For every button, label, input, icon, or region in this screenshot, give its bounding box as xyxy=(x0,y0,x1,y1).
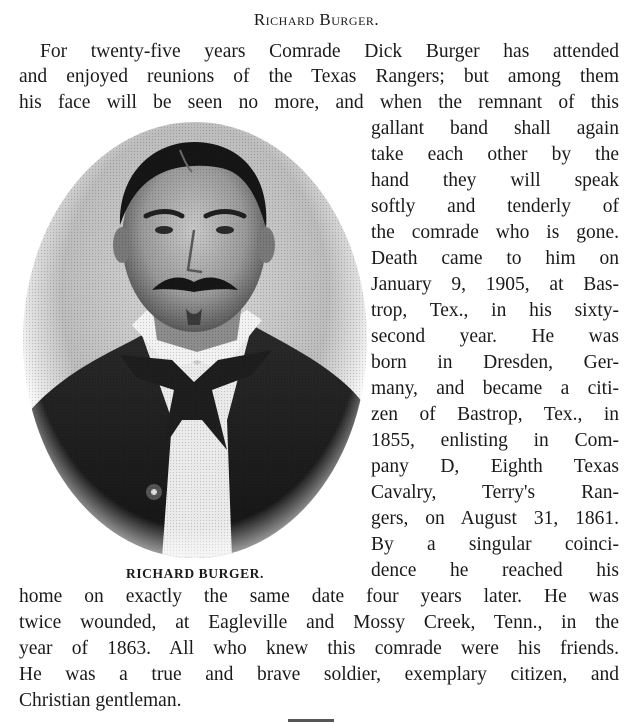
text-line-2: and enjoyed reunions of the Texas Rangers; but among them xyxy=(19,66,619,87)
text-line-8: the comrade who is gone. xyxy=(371,222,619,243)
text-line-19: gers, on August 31, 1861. xyxy=(371,508,619,529)
text-line-5: take each other by the xyxy=(371,144,619,165)
text-line-6: hand they will speak xyxy=(371,170,619,191)
text-line-7: softly and tenderly of xyxy=(371,196,619,217)
text-line-11: trop, Tex., in his sixty- xyxy=(371,300,619,321)
text-line-1: For twenty-five years Comrade Dick Burger has attended xyxy=(40,41,619,62)
text-line-20: By a singular coinci- xyxy=(371,534,619,555)
text-line-21: dence he reached his xyxy=(371,560,619,581)
text-line-3: his face will be seen no more, and when the remnant of this xyxy=(19,92,619,113)
page-footer-rule xyxy=(288,719,334,722)
text-line-25: He was a true and brave soldier, exemplary citizen, and xyxy=(19,664,619,685)
text-line-12: second year. He was xyxy=(371,326,619,347)
text-line-23: twice wounded, at Eagleville and Mossy Creek, Tenn., in the xyxy=(19,612,619,633)
portrait-caption: RICHARD BURGER. xyxy=(125,566,264,581)
portrait-photo xyxy=(22,120,368,558)
text-line-22: home on exactly the same date four years later. He was xyxy=(19,586,619,607)
article-title: Richard Burger. xyxy=(253,10,380,29)
text-line-26: Christian gentleman. xyxy=(19,690,182,711)
text-line-13: born in Dresden, Ger- xyxy=(371,352,619,373)
text-line-17: pany D, Eighth Texas xyxy=(371,456,619,477)
text-line-10: January 9, 1905, at Bas- xyxy=(371,274,619,295)
text-line-9: Death came to him on xyxy=(371,248,619,269)
text-line-14: many, and became a citi- xyxy=(371,378,619,399)
text-line-15: zen of Bastrop, Tex., in xyxy=(371,404,619,425)
text-line-16: 1855, enlisting in Com- xyxy=(371,430,619,451)
text-line-4: gallant band shall again xyxy=(371,118,619,139)
text-line-18: Cavalry, Terry's Ran- xyxy=(371,482,619,503)
text-line-24: year of 1863. All who knew this comrade were his friends. xyxy=(19,638,619,659)
